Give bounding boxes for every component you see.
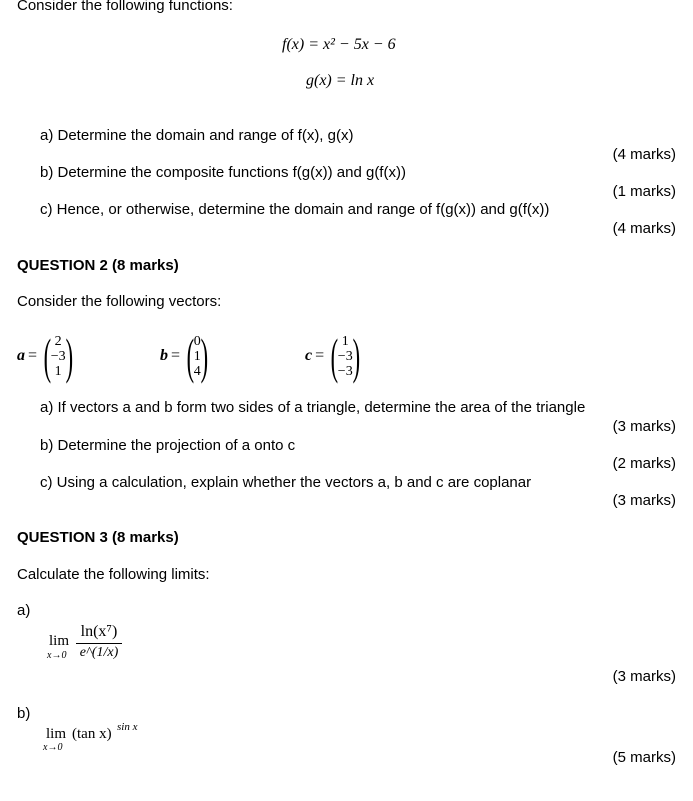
g-definition: g(x) = ln x xyxy=(306,72,375,89)
limit-a-subscript: x→0 xyxy=(47,650,67,661)
q1-part-a-marks: (4 marks) xyxy=(612,146,676,163)
q1-intro: Consider the following functions: xyxy=(17,0,233,14)
q3-intro: Calculate the following limits: xyxy=(17,566,210,583)
vector-b: b = ( 0 1 4 ) xyxy=(160,328,208,384)
q3-heading: QUESTION 3 (8 marks) xyxy=(17,529,179,546)
f-definition: f(x) = x² − 5x − 6 xyxy=(282,36,396,53)
q3-part-b-marks: (5 marks) xyxy=(612,749,676,766)
q2-intro: Consider the following vectors: xyxy=(17,293,222,310)
vector-a-z: 1 xyxy=(54,363,62,379)
limit-a-denominator: e^(1/x) xyxy=(79,645,119,660)
limit-a-operator: lim xyxy=(49,633,70,649)
vector-a-x: 2 xyxy=(54,333,62,349)
limit-b-subscript: x→0 xyxy=(43,742,63,753)
vector-a: a = ( 2 −3 1 ) xyxy=(17,328,73,384)
vector-c-y: −3 xyxy=(337,348,353,364)
q1-part-b: b) Determine the composite functions f(g(x)) and g(f(x)) xyxy=(40,164,406,181)
q1-part-b-marks: (1 marks) xyxy=(612,183,676,200)
q3-part-a-marks: (3 marks) xyxy=(612,668,676,685)
q1-part-a: a) Determine the domain and range of f(x), g(x) xyxy=(40,127,354,144)
vector-c-x: 1 xyxy=(341,333,349,349)
q2-part-b: b) Determine the projection of a onto c xyxy=(40,437,296,454)
q2-part-c-marks: (3 marks) xyxy=(612,492,676,509)
q2-part-b-marks: (2 marks) xyxy=(612,455,676,472)
q2-part-a: a) If vectors a and b form two sides of a triangle, determine the area of the triangle xyxy=(40,399,586,416)
vector-b-x: 0 xyxy=(193,333,201,349)
limit-b-expression: (tan x) xyxy=(72,726,112,742)
limit-b-operator: lim xyxy=(46,726,67,742)
q1-part-c: c) Hence, or otherwise, determine the domain and range of f(g(x)) and g(f(x)) xyxy=(40,201,550,218)
q3-part-b-label: b) xyxy=(17,705,31,722)
limit-a-fraction xyxy=(76,623,122,661)
vector-c-z: −3 xyxy=(337,363,353,379)
q1-part-c-marks: (4 marks) xyxy=(612,220,676,237)
vector-c: c = ( 1 −3 −3 ) xyxy=(305,328,360,384)
q2-part-a-marks: (3 marks) xyxy=(612,418,676,435)
q2-heading: QUESTION 2 (8 marks) xyxy=(17,257,179,274)
q3-part-a-label: a) xyxy=(17,602,31,619)
limit-b-exponent: sin x xyxy=(117,721,138,733)
vector-b-label: b xyxy=(160,347,168,364)
q2-part-c: c) Using a calculation, explain whether the vectors a, b and c are coplanar xyxy=(40,474,532,491)
vector-a-y: −3 xyxy=(50,348,66,364)
vector-b-y: 1 xyxy=(193,348,201,364)
limit-a-numerator: ln(x⁷) xyxy=(80,623,118,640)
vector-c-label: c xyxy=(305,347,313,364)
vector-b-z: 4 xyxy=(193,363,201,379)
vector-a-label: a xyxy=(17,347,25,364)
